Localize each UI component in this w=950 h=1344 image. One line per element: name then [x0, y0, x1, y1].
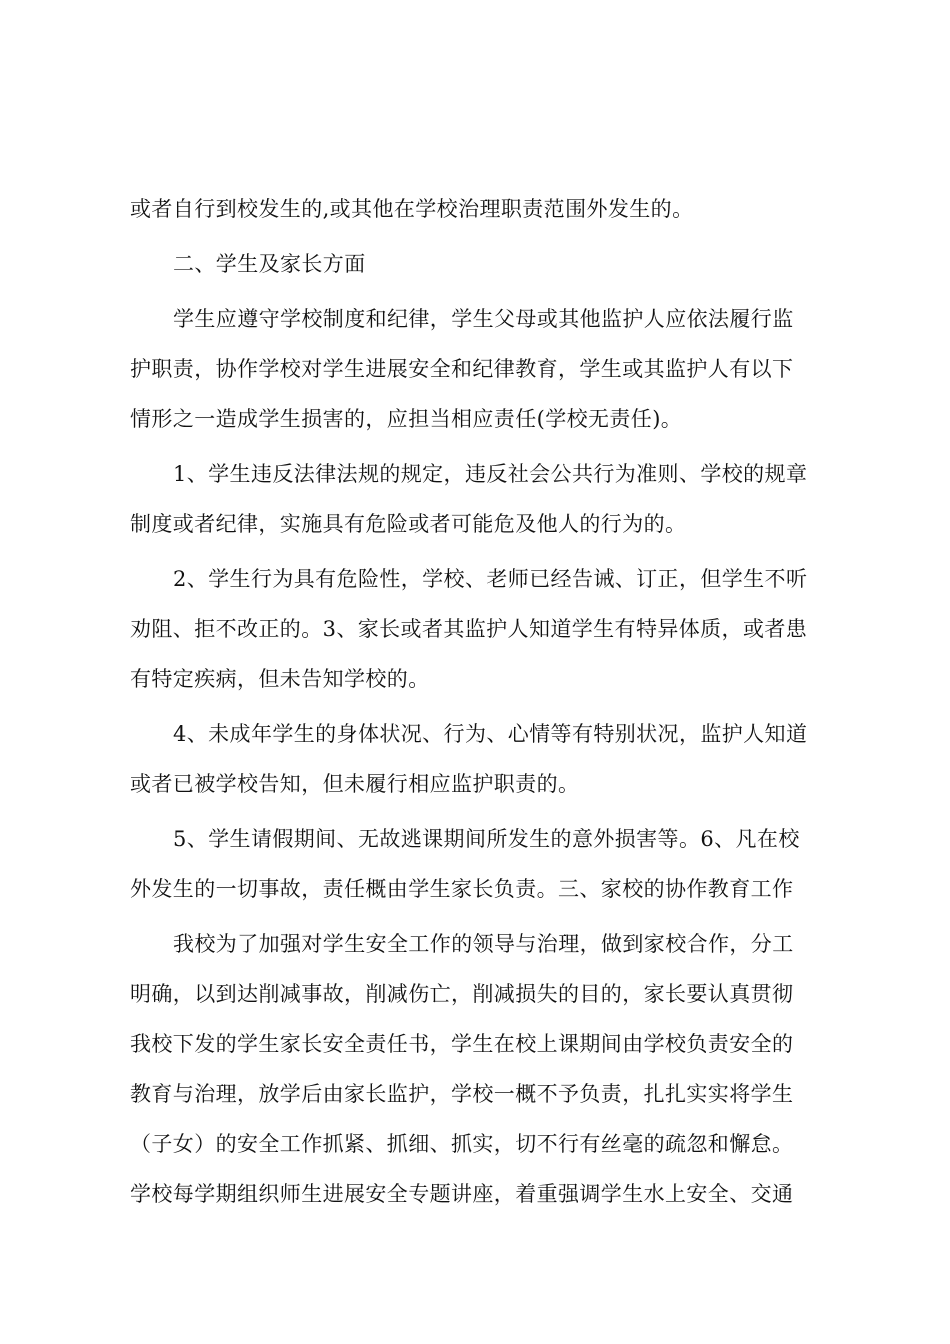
text-line: 我校为了加强对学生安全工作的领导与治理，做到家校合作，分工 — [173, 932, 794, 956]
text-line: 或者自行到校发生的,或其他在学校治理职责范围外发生的。 — [130, 197, 694, 221]
text-line: 或者已被学校告知，但未履行相应监护职责的。 — [130, 772, 580, 796]
text-line: 明确，以到达削减事故，削减伤亡，削减损失的目的，家长要认真贯彻 — [130, 982, 794, 1006]
text-line: 5、学生请假期间、无故逃课期间所发生的意外损害等。6、凡在校 — [173, 827, 800, 851]
text-line: 我校下发的学生家长安全责任书，学生在校上课期间由学校负责安全的 — [130, 1032, 794, 1056]
text-line: 二、学生及家长方面 — [173, 252, 366, 276]
document-body — [130, 184, 830, 1219]
text-line: 4、未成年学生的身体状况、行为、心情等有特别状况，监护人知道 — [173, 722, 808, 746]
text-line: 2、学生行为具有危险性，学校、老师已经告诫、订正，但学生不听 — [173, 567, 808, 591]
text-line: 劝阻、拒不改正的。3、家长或者其监护人知道学生有特异体质，或者患 — [130, 617, 808, 641]
text-line: 1、学生违反法律法规的规定，违反社会公共行为准则、学校的规章 — [173, 462, 808, 486]
text-line: （子女）的安全工作抓紧、抓细、抓实，切不行有丝毫的疏忽和懈怠。 — [130, 1132, 794, 1156]
text-line: 学生应遵守学校制度和纪律，学生父母或其他监护人应依法履行监 — [173, 307, 794, 331]
text-line: 有特定疾病，但未告知学校的。 — [130, 667, 430, 691]
text-line: 学校每学期组织师生进展安全专题讲座，着重强调学生水上安全、交通 — [130, 1182, 794, 1206]
text-line: 情形之一造成学生损害的，应担当相应责任(学校无责任)。 — [130, 407, 683, 431]
text-line: 制度或者纪律，实施具有危险或者可能危及他人的行为的。 — [130, 512, 687, 536]
text-line: 外发生的一切事故，责任概由学生家长负责。三、家校的协作教育工作 — [130, 877, 794, 901]
text-line: 护职责，协作学校对学生进展安全和纪律教育，学生或其监护人有以下 — [130, 357, 794, 381]
text-line: 教育与治理，放学后由家长监护，学校一概不予负责，扎扎实实将学生 — [130, 1082, 794, 1106]
